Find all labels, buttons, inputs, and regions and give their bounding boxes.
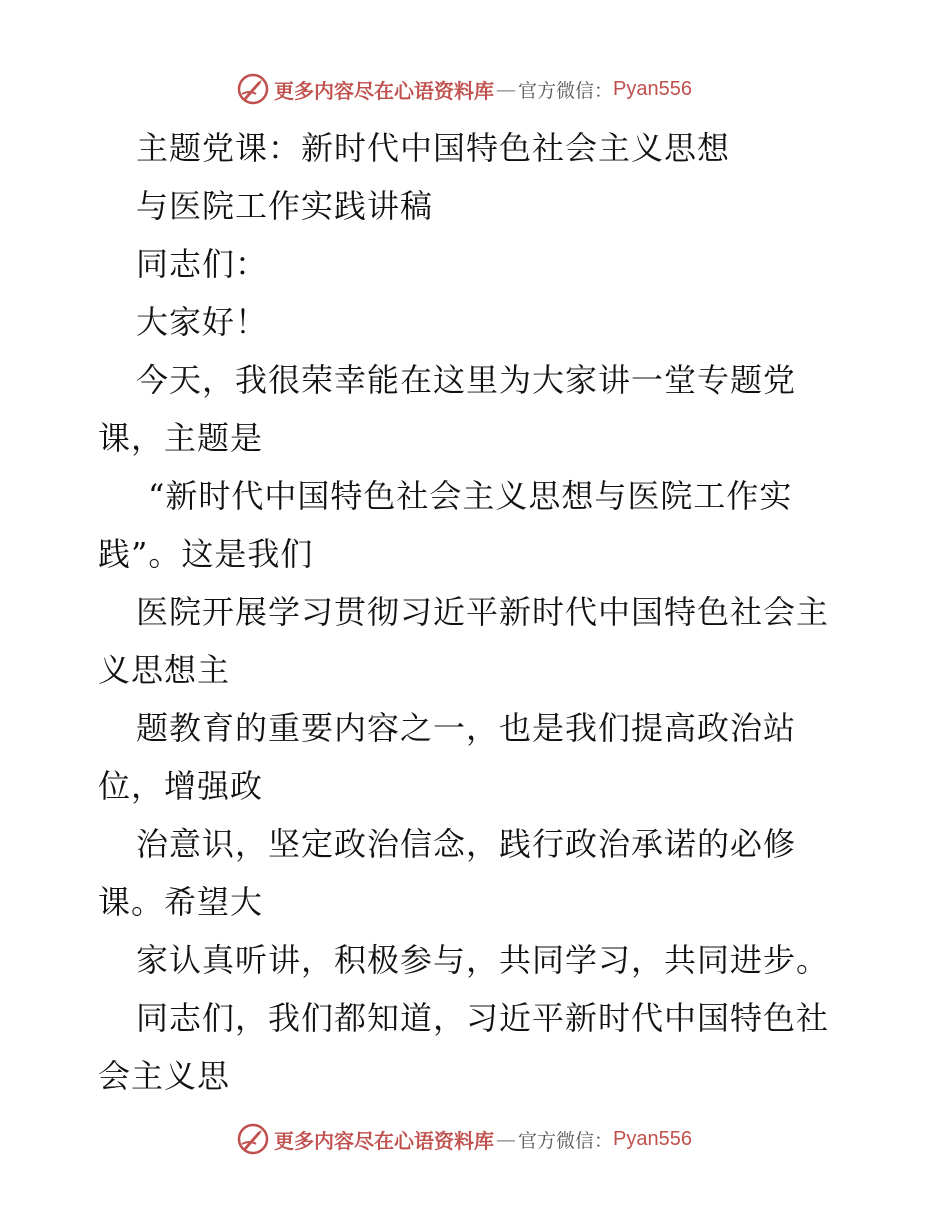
paragraph-line: 家认真听讲，积极参与，共同学习，共同进步。 [136,941,830,979]
watermark-wechat-id: Pyan556 [613,1127,692,1150]
paragraph-line: 题教育的重要内容之一，也是我们提高政治站 [136,709,797,747]
salutation: 同志们： [136,245,269,283]
paragraph-line: 治意识，坚定政治信念，践行政治承诺的必修 [136,825,797,863]
paragraph-line: “新时代中国特色社会主义思想与医院工作实 [148,477,793,515]
paragraph-line: 位，增强政 [98,767,264,805]
watermark-brand: 更多内容尽在心语资料库 [274,1128,494,1153]
paragraph-line: 义思想主 [98,651,231,689]
watermark-wechat-id: Pyan556 [613,77,692,100]
footer-watermark [236,1122,692,1156]
title-line-1: 主题党课：新时代中国特色社会主义思想 [136,129,731,167]
watermark-dash: — [496,1127,516,1151]
watermark-official-label: 官方微信： [518,79,614,102]
header-watermark [236,72,692,106]
paragraph-line: 会主义思 [98,1057,231,1095]
quill-pen-logo-icon [236,72,270,106]
watermark-official-label: 官方微信： [518,1129,614,1152]
watermark-dash: — [496,77,516,101]
quill-pen-logo-icon [236,1122,270,1156]
paragraph-line: 课。希望大 [98,883,264,921]
paragraph-line: 同志们，我们都知道，习近平新时代中国特色社 [136,999,830,1037]
greeting: 大家好！ [136,303,269,341]
paragraph-line: 践”。这是我们 [98,535,314,573]
paragraph-line: 今天，我很荣幸能在这里为大家讲一堂专题党 [136,361,797,399]
paragraph-line: 课，主题是 [98,419,264,457]
title-line-2: 与医院工作实践讲稿 [136,187,434,225]
watermark-brand: 更多内容尽在心语资料库 [274,78,494,103]
paragraph-line: 医院开展学习贯彻习近平新时代中国特色社会主 [136,593,830,631]
